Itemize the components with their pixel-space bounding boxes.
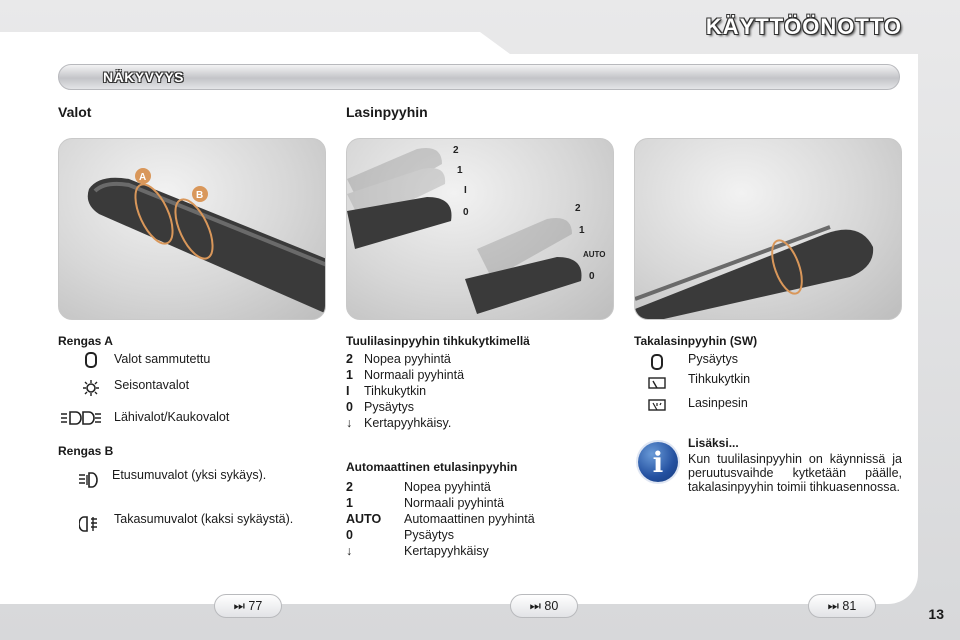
page-number: 13 (928, 606, 944, 622)
ref-link-77[interactable]: ⏭ 77 (214, 594, 282, 618)
ring-b-title: Rengas B (58, 444, 114, 458)
light-stalk-photo (58, 138, 326, 320)
auto-item-0: 2 Nopea pyyhintä (346, 480, 491, 494)
manual-item-3: 0 Pysäytys (346, 400, 415, 414)
stalk-body (88, 178, 326, 314)
wiper-stalk-photo (346, 138, 614, 320)
ref-link-81[interactable]: ⏭ 81 (808, 594, 876, 618)
manual-item-0: 2 Nopea pyyhintä (346, 352, 451, 366)
ring-a-item-0: Valot sammutettu (114, 352, 211, 366)
auto-item-4: ↓ Kertapyyhkäisy (346, 544, 489, 558)
ref-link-80[interactable]: ⏭ 80 (510, 594, 578, 618)
auto-item-3: 0 Pysäytys (346, 528, 455, 542)
rear-wiper-title: Takalasinpyyhin (SW) (634, 334, 758, 348)
front-fog-icon (78, 472, 100, 488)
ring-a-label: A (139, 172, 147, 183)
auto-stalk-body (465, 257, 582, 314)
pos-2-label: 2 (453, 145, 459, 156)
rear-washer-icon (646, 398, 668, 414)
page-title: KÄYTTÖÖNOTTO (705, 14, 902, 39)
manual-wiper-title: Tuulilasinpyyhin tihkukytkimellä (346, 334, 530, 348)
ring-b-item-1: Takasumuvalot (kaksi sykäystä). (114, 512, 294, 526)
rear-stalk-body (635, 230, 873, 320)
auto-pos-1-label: 1 (579, 225, 585, 236)
manual-item-4: ↓ Kertapyyhkäisy. (346, 416, 452, 430)
rear-wiper-stalk-photo (634, 138, 902, 320)
ring-a-item-1: Seisontavalot (114, 378, 190, 392)
auto-wiper-title: Automaattinen etulasinpyyhin (346, 460, 518, 474)
valot-heading: Valot (58, 104, 92, 120)
headlights-icon (60, 410, 102, 426)
auto-pos-0-label: 0 (589, 271, 595, 282)
info-icon: i (638, 442, 678, 482)
ring-b-item-0: Etusumuvalot (yksi sykäys). (112, 468, 267, 482)
ring-a-item-2: Lähivalot/Kaukovalot (114, 410, 230, 424)
lasinpyyhin-heading: Lasinpyyhin (346, 104, 428, 120)
manual-item-2: I Tihkukytkin (346, 384, 427, 398)
pos-i-label: I (464, 185, 467, 196)
rear-intermittent-icon (646, 376, 668, 392)
manual-item-1: 1 Normaali pyyhintä (346, 368, 465, 382)
pos-1-label: 1 (457, 165, 463, 176)
auto-pos-2-label: 2 (575, 203, 581, 214)
auto-item-1: 1 Normaali pyyhintä (346, 496, 505, 510)
rear-item-1: Tihkukytkin (688, 372, 751, 386)
section-bar (58, 64, 900, 90)
info-title: Lisäksi... (688, 436, 739, 450)
rear-item-0: Pysäytys (688, 352, 739, 366)
ring-a-title: Rengas A (58, 334, 113, 348)
stop-icon (646, 354, 668, 370)
auto-item-2: AUTO Automaattinen pyyhintä (346, 512, 535, 526)
pos-0-label: 0 (463, 207, 469, 218)
lights-off-icon (80, 352, 102, 368)
rear-fog-icon (78, 516, 100, 532)
ring-b-label: B (196, 190, 204, 201)
parking-lights-icon (80, 380, 102, 396)
info-text: Kun tuulilasinpyyhin on käynnissä ja peruutusvaihde kytketään päälle, takalasinpyyhin toimii tihkuasennossa. (688, 452, 902, 494)
auto-pos-auto-label: AUTO (583, 250, 606, 259)
rear-item-2: Lasinpesin (688, 396, 748, 410)
section-title: NÄKYVYYS (103, 69, 185, 85)
